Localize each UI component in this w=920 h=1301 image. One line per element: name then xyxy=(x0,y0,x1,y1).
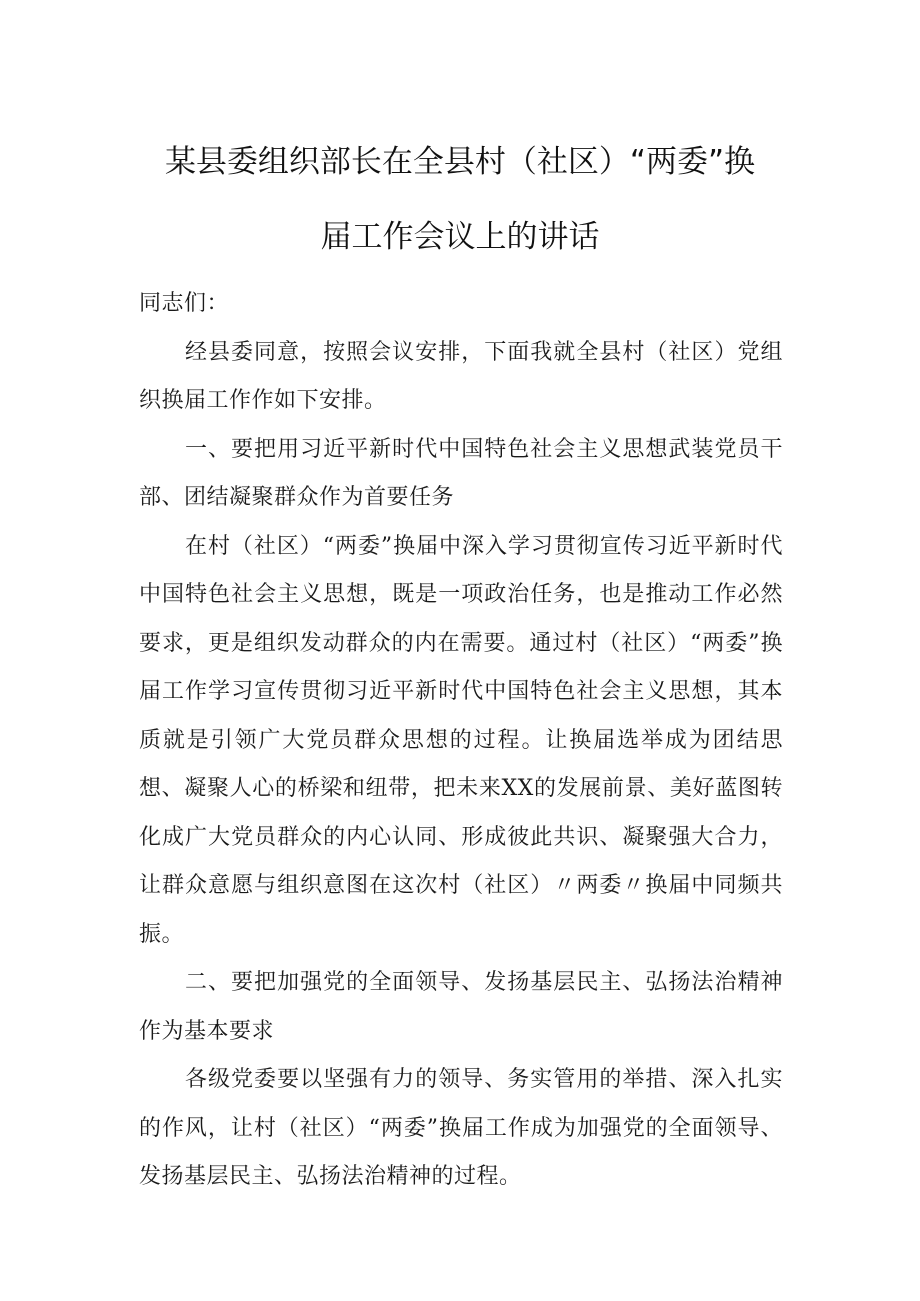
document-title-line-2: 届工作会议上的讲话 xyxy=(320,219,600,255)
paragraph-intro: 经县委同意，按照会议安排，下面我就全县村（社区）党组织换届工作作如下安排。 xyxy=(139,339,783,413)
paragraph-section-1: 在村（社区）“两委”换届中深入学习贯彻宣传习近平新时代中国特色社会主义思想，既是一项政治任务，也是推动工作必然要求，更是组织发动群众的内在需要。通过村（社区）“两委”换届工作学习宣传贯彻习近平新时代中国特色社会主义思想，其本质就是引领广大党员群众思想的过程。让换届选举成为团结思想、凝聚人心的桥梁和纽带，把未来XX的发展前景、美好蓝图转化成广大党员群众的内心认同、形成彼此共识、凝聚强大合力，让群众意愿与组织意图在这次村（社区）〃两委〃换届中同频共振。 xyxy=(139,533,783,947)
document-title-line-1: 某县委组织部长在全县村（社区）“两委”换 xyxy=(164,144,756,180)
paragraph-section-2: 各级党委要以坚强有力的领导、务实管用的举措、深入扎实的作风，让村（社区）“两委”换届工作成为加强党的全面领导、发扬基层民主、弘扬法治精神的过程。 xyxy=(139,1067,783,1189)
document-body xyxy=(139,280,783,1202)
section-heading-2: 二、要把加强党的全面领导、发扬基层民主、弘扬法治精神作为基本要求 xyxy=(139,970,783,1044)
section-heading-1: 一、要把用习近平新时代中国特色社会主义思想武装党员干部、团结凝聚群众作为首要任务 xyxy=(139,436,783,510)
salutation: 同志们： xyxy=(139,291,230,316)
